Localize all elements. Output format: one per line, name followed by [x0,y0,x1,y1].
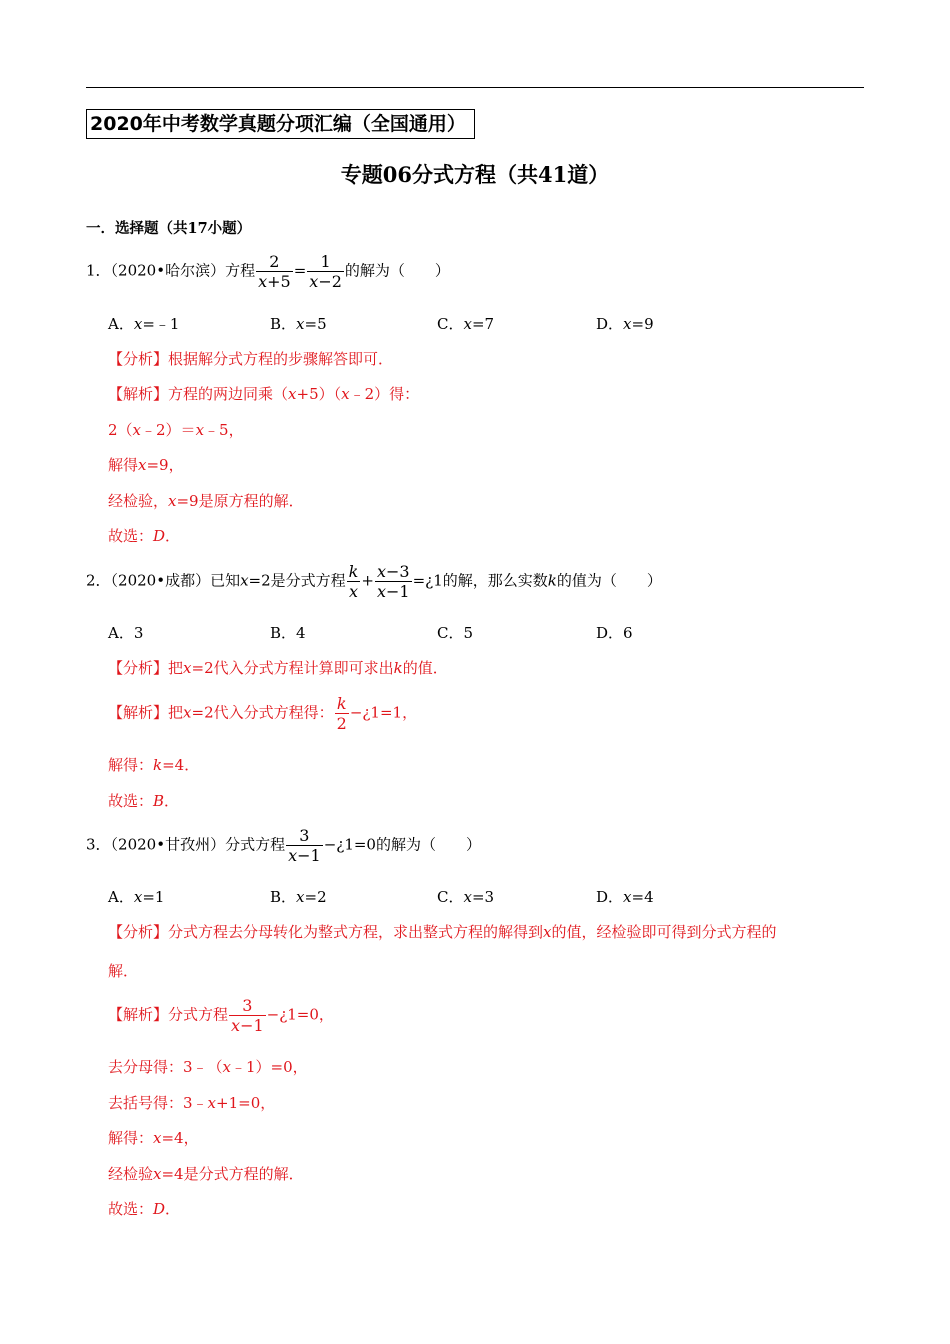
fraction: $\frac{1}{x-2}$ [309,252,342,291]
question-number: 2． [86,571,111,590]
question-source: （2020•成都）已知 [110,571,241,590]
section-title: 一．选择题（共17小题） [86,220,252,237]
analysis: 【分析】根据解分式方程的步骤解答即可． [108,350,394,368]
question-1: 1．（2020•哈尔滨）方程 $\frac{2}{x+5}$ = $\frac{1}{x-2}$ 的解为（ ） [86,252,450,291]
option-d: D．x=9 [596,315,654,333]
option-c: C．x=7 [437,315,495,333]
solution-line: 解得：x=4， [108,1129,199,1147]
solution-line: 经检验x=4是分式方程的解． [108,1165,304,1183]
fraction: $\frac{3}{x-1}$ [288,826,321,865]
solution-line: 【解析】把x=2代入分式方程得： $\frac{k}{2}$ −¿1=1， [108,694,418,733]
question-2: 2．（2020•成都）已知x=2是分式方程 $\frac{k}{x}$ + $\frac{x-3}{x-1}$ =¿1的解，那么实数k的值为（ ） [86,562,662,601]
option-d: D．x=4 [596,888,654,906]
solution-line: 去括号得：3﹣x+1=0， [108,1094,276,1112]
fraction: $\frac{x-3}{x-1}$ [376,562,410,601]
analysis: 【分析】分式方程去分母转化为整式方程，求出整式方程的解得到x的值，经检验即可得到分式方程的 [108,923,777,941]
question-number: 3． [86,835,111,854]
option-a: A．x=1 [108,888,165,906]
fraction: $\frac{3}{x-1}$ [231,996,264,1035]
solution-line: 经检验，x=9是原方程的解． [108,492,304,510]
option-b: B．x=2 [270,888,327,906]
option-b: B．4 [270,624,306,642]
final-answer: 故选：D． [108,1200,181,1218]
solution-line: 去分母得：3﹣（x﹣1）=0， [108,1058,308,1076]
question-3: 3．（2020•甘孜州）分式方程 $\frac{3}{x-1}$ −¿1=0的解为（ ） [86,826,481,865]
solution-line: 解得：k=4． [108,756,200,774]
option-d: D．6 [596,624,633,642]
option-a: A．3 [108,624,144,642]
question-source: （2020•甘孜州）分式方程 [110,835,286,854]
final-answer: 故选：D． [108,527,181,545]
option-c: C．5 [437,624,474,642]
series-title: 2020年中考数学真题分项汇编（全国通用） [86,109,475,139]
option-a: A．x=﹣1 [108,315,180,333]
fraction: $\frac{2}{x+5}$ [258,252,291,291]
header-rule [86,87,864,88]
final-answer: 故选：B． [108,792,180,810]
question-source: （2020•哈尔滨）方程 [110,261,256,280]
solution-line: 2（x﹣2）＝x﹣5， [108,421,244,439]
fraction: $\frac{k}{2}$ [336,694,347,733]
subject-title: 专题06分式方程（共41道） [340,162,610,187]
solution-line: 【解析】方程的两边同乘（x+5）（x﹣2）得： [108,385,420,403]
analysis-continued: 解． [108,962,139,980]
question-number: 1． [86,261,111,280]
solution-line: 【解析】分式方程 $\frac{3}{x-1}$ −¿1=0， [108,996,334,1035]
solution-line: 解得x=9， [108,456,184,474]
fraction: $\frac{k}{x}$ [348,562,359,601]
analysis: 【分析】把x=2代入分式方程计算即可求出k的值． [108,659,448,677]
option-b: B．x=5 [270,315,327,333]
option-c: C．x=3 [437,888,495,906]
